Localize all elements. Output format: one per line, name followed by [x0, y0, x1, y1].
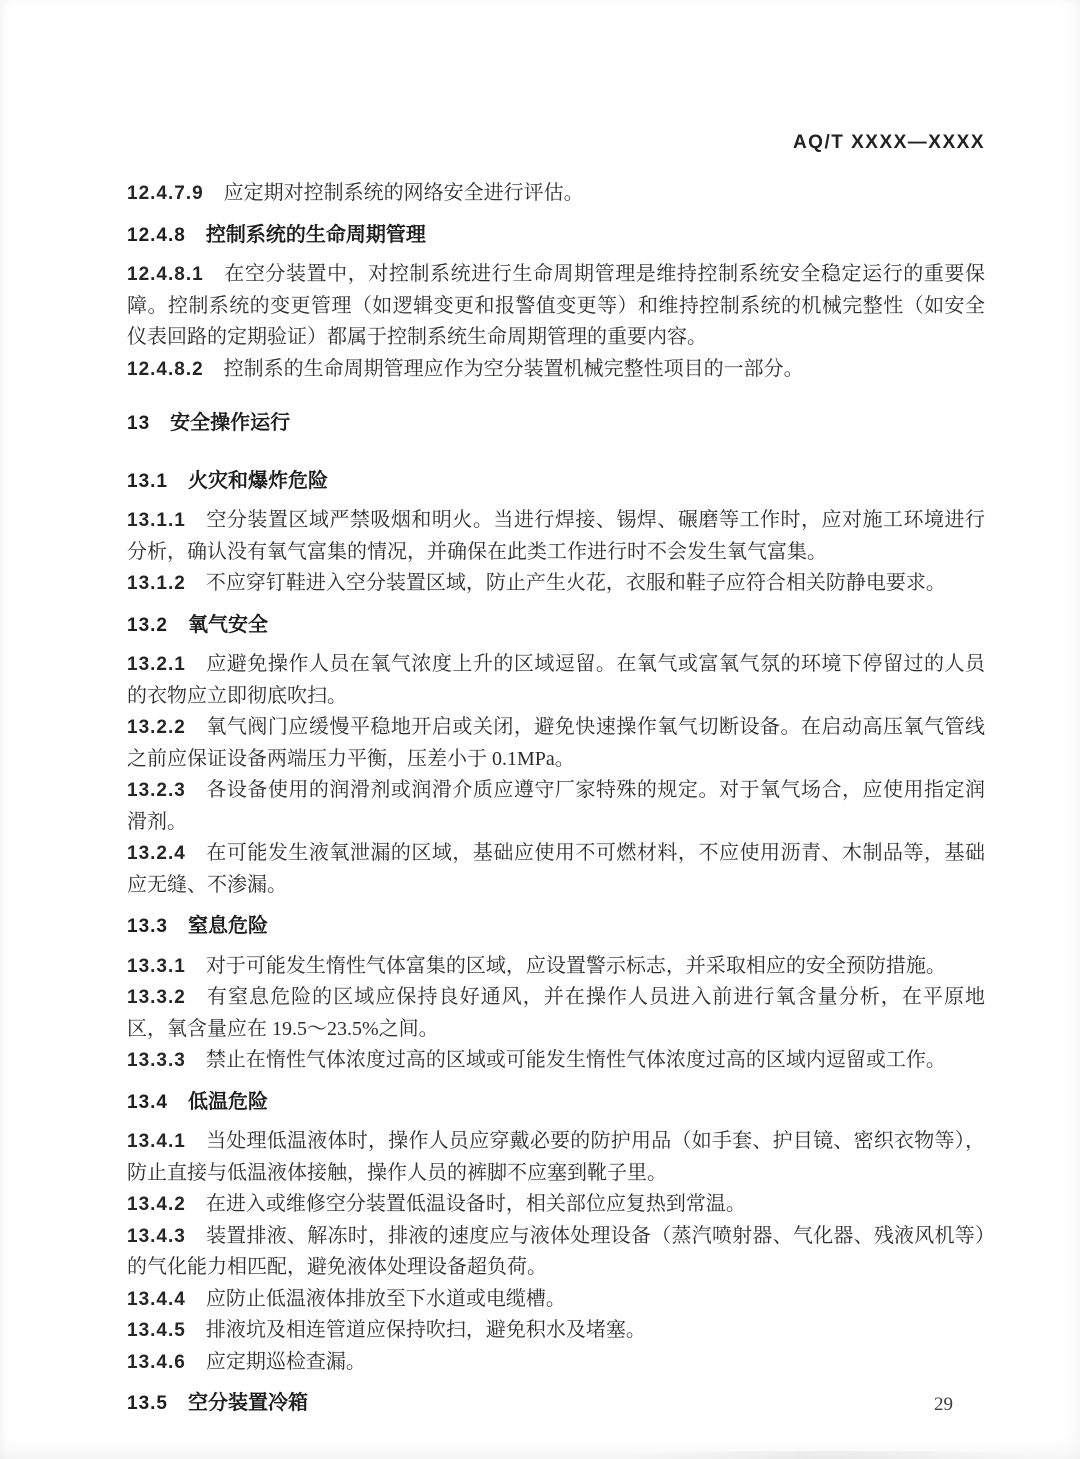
chapter-13 — [127, 408, 985, 440]
heading-number: 13.5 — [127, 1393, 168, 1414]
heading-number: 13.4 — [127, 1091, 168, 1113]
clause-text: 装置排液、解冻时，排液的速度应与液体处理设备（蒸汽喷射器、气化器、残液风机等）的气化能力相匹配，避免液体处理设备超负荷。 — [127, 1224, 985, 1278]
clause-13-1-2 — [127, 568, 985, 600]
clause-text: 禁止在惰性气体浓度过高的区域或可能发生惰性气体浓度过高的区域内逗留或工作。 — [205, 1049, 946, 1071]
clause-number: 12.4.8.2 — [127, 358, 204, 380]
clause-13-4-3 — [127, 1221, 985, 1284]
clause-number: 13.4.5 — [127, 1320, 186, 1341]
heading-text: 控制系统的生命周期管理 — [205, 223, 426, 246]
clause-13-4-5 — [127, 1315, 985, 1347]
clause-number: 13.2.2 — [127, 717, 186, 738]
heading-number: 13.2 — [127, 614, 168, 636]
clause-13-4-6 — [127, 1347, 985, 1379]
heading-13-1 — [127, 466, 985, 498]
clause-number: 13.2.3 — [127, 780, 186, 801]
page-number: 29 — [934, 1394, 953, 1415]
clause-13-2-2 — [127, 712, 985, 775]
clause-number: 13.4.4 — [127, 1288, 186, 1310]
heading-text: 空分装置冷箱 — [187, 1392, 308, 1414]
heading-text: 低温危险 — [187, 1090, 268, 1113]
heading-text: 火灾和爆炸危险 — [187, 469, 328, 492]
heading-13-4 — [127, 1087, 985, 1119]
clause-13-4-4 — [127, 1284, 985, 1316]
heading-12-4-8 — [127, 220, 985, 252]
heading-13-5 — [127, 1388, 985, 1420]
clause-number: 13.3.3 — [127, 1050, 186, 1071]
clause-text: 氧气阀门应缓慢平稳地开启或关闭，避免快速操作氧气切断设备。在启动高压氧气管线之前应保证设备两端压力平衡，压差小于 0.1MPa。 — [127, 716, 985, 770]
clause-text: 对于可能发生惰性气体富集的区域，应设置警示标志，并采取相应的安全预防措施。 — [205, 954, 946, 977]
standard-code-header: AQ/T XXXX—XXXX — [792, 132, 985, 153]
clause-12-4-7-9 — [127, 178, 985, 210]
clause-number: 12.4.8.1 — [127, 264, 204, 285]
clause-number: 13.4.1 — [127, 1131, 186, 1152]
clause-text: 空分装置区域严禁吸烟和明火。当进行焊接、锡焊、碾磨等工作时，应对施工环境进行分析，确认没有氧气富集的情况，并确保在此类工作进行时不会发生氧气富集。 — [127, 509, 985, 563]
clause-number: 13.3.2 — [127, 987, 186, 1008]
page-content — [127, 131, 985, 1428]
clause-12-4-8-1 — [127, 259, 985, 354]
clause-13-3-2 — [127, 982, 985, 1045]
clause-13-4-1 — [127, 1126, 985, 1189]
clause-text: 排液坑及相连管道应保持吹扫，避免积水及堵塞。 — [205, 1319, 646, 1341]
clause-number: 13.4.3 — [127, 1225, 186, 1247]
clause-number: 13.2.4 — [127, 843, 186, 864]
clause-text: 应避免操作人员在氧气浓度上升的区域逗留。在氧气或富氧气氛的环境下停留过的人员的衣物应立即彻底吹扫。 — [127, 653, 985, 707]
clause-text: 应防止低温液体排放至下水道或电缆槽。 — [205, 1287, 566, 1310]
heading-13-2 — [127, 610, 985, 642]
clause-number: 13.4.6 — [127, 1351, 186, 1373]
clause-13-2-3 — [127, 775, 985, 838]
clause-number: 13.1.1 — [127, 510, 186, 531]
heading-13-3 — [127, 911, 985, 943]
scan-artifact — [620, 1451, 1040, 1459]
clause-13-2-4 — [127, 838, 985, 901]
clause-13-4-2 — [127, 1189, 985, 1221]
clause-text: 有窒息危险的区域应保持良好通风，并在操作人员进入前进行氧含量分析，在平原地区，氧含量应在 19.5～23.5%之间。 — [127, 986, 985, 1040]
chapter-number: 13 — [127, 413, 151, 434]
heading-number: 12.4.8 — [127, 224, 186, 246]
heading-text: 氧气安全 — [187, 613, 268, 636]
clause-13-3-1 — [127, 951, 985, 983]
clause-13-1-1 — [127, 505, 985, 568]
clause-text: 在空分装置中，对控制系统进行生命周期管理是维持控制系统安全稳定运行的重要保障。控制系统的变更管理（如逻辑变更和报警值变更等）和维持控制系统的机械完整性（如安全仪表回路的定期验证）都属于控制系统生命周期管理的重要内容。 — [127, 263, 985, 348]
clause-number: 13.2.1 — [127, 654, 186, 675]
clause-13-2-1 — [127, 649, 985, 712]
clause-text: 在进入或维修空分装置低温设备时，相关部位应复热到常温。 — [205, 1193, 746, 1215]
clause-number: 13.4.2 — [127, 1194, 186, 1215]
chapter-title: 安全操作运行 — [170, 412, 291, 434]
clause-text: 应定期对控制系统的网络安全进行评估。 — [223, 182, 584, 204]
clause-number: 13.1.2 — [127, 573, 186, 594]
clause-text: 控制系的生命周期管理应作为空分装置机械完整性项目的一部分。 — [223, 357, 804, 380]
clause-number: 13.3.1 — [127, 955, 186, 977]
clause-text: 不应穿钉鞋进入空分装置区域，防止产生火花，衣服和鞋子应符合相关防静电要求。 — [205, 572, 946, 594]
heading-number: 13.3 — [127, 916, 168, 937]
clause-text: 在可能发生液氧泄漏的区域，基础应使用不可燃材料，不应使用沥青、木制品等，基础应无缝、不渗漏。 — [127, 842, 985, 896]
clause-number: 12.4.7.9 — [127, 183, 204, 204]
clause-13-3-3 — [127, 1045, 985, 1077]
clause-text: 应定期巡检查漏。 — [205, 1350, 366, 1373]
clause-text: 各设备使用的润滑剂或润滑介质应遵守厂家特殊的规定。对于氧气场合，应使用指定润滑剂。 — [127, 779, 985, 833]
heading-text: 窒息危险 — [187, 915, 268, 937]
clause-12-4-8-2 — [127, 354, 985, 386]
heading-number: 13.1 — [127, 470, 168, 492]
clause-text: 当处理低温液体时，操作人员应穿戴必要的防护用品（如手套、护目镜、密织衣物等），防止直接与低温液体接触，操作人员的裤脚不应塞到靴子里。 — [127, 1130, 985, 1184]
